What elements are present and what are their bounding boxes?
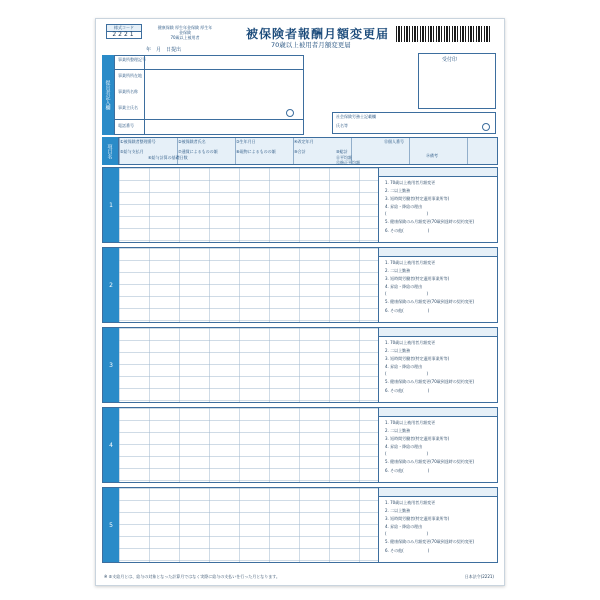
col-header-10: ⑪平均額 <box>336 155 352 160</box>
col-header-2: ③生年月日 <box>236 139 256 144</box>
remark-option: ( ) <box>385 211 429 216</box>
remark-option: 4. 昇給・降給の理由 <box>385 284 423 289</box>
remark-option: 1. 70歳以上被用者月額変更 <box>385 500 436 505</box>
employee-row <box>102 167 498 243</box>
submission-date: 年 月 日提出 <box>146 47 182 53</box>
row-grid <box>119 248 379 322</box>
form-title: 被保険者報酬月額変更届 <box>246 27 390 41</box>
submitter-band: 提出者記入欄 <box>102 55 114 135</box>
row-grid <box>119 328 379 402</box>
row-grid <box>119 408 379 482</box>
remark-option: 2. 二以上勤務 <box>385 428 411 433</box>
row-number: 3 <box>103 328 119 402</box>
remark-option: 3. 短時間労働者(特定適用事業所等) <box>385 196 450 201</box>
remark-option: 1. 70歳以上被用者月額変更 <box>385 180 436 185</box>
col-header-7: ⑧現物によるものの額 <box>236 149 276 154</box>
remark-option: 6. その他( ) <box>385 468 430 473</box>
remark-option: 2. 二以上勤務 <box>385 268 411 273</box>
form-code-value: 2221 <box>112 31 136 38</box>
remark-option: 3. 短時間労働者(特定適用事業所等) <box>385 516 450 521</box>
remarks-panel <box>378 488 497 562</box>
col-header-3: ④改定年月 <box>294 139 314 144</box>
col-header-8: ⑨合計 <box>294 149 306 154</box>
row-grid <box>119 488 379 562</box>
remark-option: ( ) <box>385 291 429 296</box>
remark-option: 1. 70歳以上被用者月額変更 <box>385 260 436 265</box>
footer-publisher: 日本法令(2221) <box>464 574 494 579</box>
col-header-4: ⑤給与支払月 <box>120 149 144 154</box>
form-code-label: 様式コード <box>107 25 141 32</box>
items-band: 項目名 <box>102 137 118 165</box>
col-header-6: ⑦通貨によるものの額 <box>178 149 218 154</box>
submitter-field-2: 事業所名称 <box>118 89 138 94</box>
insurance-type-line: 健康保険 厚生年金保険 厚生年金保険 <box>157 25 213 35</box>
remark-option: ( ) <box>385 451 429 456</box>
col-header-1: ②被保険者氏名 <box>178 139 206 144</box>
remark-option: 6. その他( ) <box>385 308 430 313</box>
submitter-field-0: 事業所整理記号 <box>118 57 146 62</box>
employee-row <box>102 247 498 323</box>
remarks-panel <box>378 248 497 322</box>
remark-option: 5. 健康保険のみ月額変更(70歳到達時の契約変更) <box>385 219 475 224</box>
sr-seal-icon <box>482 123 490 131</box>
col-header-13: ⑭備考 <box>426 153 438 158</box>
submitter-field-3: 事業主氏名 <box>118 105 138 110</box>
barcode <box>396 26 491 42</box>
remark-option: 1. 70歳以上被用者月額変更 <box>385 420 436 425</box>
employee-row <box>102 327 498 403</box>
row-number: 2 <box>103 248 119 322</box>
remark-option: 5. 健康保険のみ月額変更(70歳到達時の契約変更) <box>385 299 475 304</box>
remark-option: ( ) <box>385 531 429 536</box>
form-subtitle: 70歳以上被用者月額変更届 <box>271 41 351 49</box>
remark-option: 4. 昇給・降給の理由 <box>385 444 423 449</box>
sr-label: 社会保険労務士記載欄 <box>336 114 376 119</box>
remarks-panel <box>378 408 497 482</box>
remark-option: 4. 昇給・降給の理由 <box>385 524 423 529</box>
col-header-9: ⑩総計 <box>336 149 348 154</box>
employee-row <box>102 487 498 563</box>
receipt-label: 受付印 <box>442 57 458 63</box>
row-number: 4 <box>103 408 119 482</box>
employee-row <box>102 407 498 483</box>
remark-option: 6. その他( ) <box>385 548 430 553</box>
col-header-5: ⑥給与計算の基礎日数 <box>148 155 188 160</box>
remark-option: ( ) <box>385 371 429 376</box>
remark-option: 3. 短時間労働者(特定適用事業所等) <box>385 436 450 441</box>
remark-option: 6. その他( ) <box>385 388 430 393</box>
submitter-box <box>114 55 304 135</box>
col-header-11: ⑫修正平均額 <box>336 160 360 165</box>
remark-option: 2. 二以上勤務 <box>385 348 411 353</box>
remark-option: 5. 健康保険のみ月額変更(70歳到達時の契約変更) <box>385 539 475 544</box>
sr-name-label: 氏名等 <box>336 123 348 128</box>
remark-option: 2. 二以上勤務 <box>385 188 411 193</box>
col-header-12: ⑬個人番号 <box>384 139 404 144</box>
insurance-type-line2: 70歳以上被用者 <box>170 35 200 40</box>
remark-option: 1. 70歳以上被用者月額変更 <box>385 340 436 345</box>
remark-option: 4. 昇給・降給の理由 <box>385 204 423 209</box>
row-number: 5 <box>103 488 119 562</box>
remark-option: 4. 昇給・降給の理由 <box>385 364 423 369</box>
row-grid <box>119 168 379 242</box>
remark-option: 3. 短時間労働者(特定適用事業所等) <box>385 276 450 281</box>
seal-mark-icon <box>286 109 294 117</box>
remark-option: 6. その他( ) <box>385 228 430 233</box>
remark-option: 3. 短時間労働者(特定適用事業所等) <box>385 356 450 361</box>
remark-option: 2. 二以上勤務 <box>385 508 411 513</box>
form-sheet <box>95 18 505 586</box>
remarks-panel <box>378 168 497 242</box>
footer-note: ※ ⑤支給月とは、給与の対象となった計算月ではなく実際に給与の支払いを行った月となります。 <box>104 574 280 579</box>
remarks-panel <box>378 328 497 402</box>
form-code-box <box>106 24 142 39</box>
submitter-field-4: 電話番号 <box>118 123 134 128</box>
submitter-field-1: 事業所所在地 <box>118 73 142 78</box>
remark-option: 5. 健康保険のみ月額変更(70歳到達時の契約変更) <box>385 379 475 384</box>
insurance-type-text <box>156 25 214 40</box>
col-header-0: ①被保険者整理番号 <box>120 139 156 144</box>
remark-option: 5. 健康保険のみ月額変更(70歳到達時の契約変更) <box>385 459 475 464</box>
row-number: 1 <box>103 168 119 242</box>
